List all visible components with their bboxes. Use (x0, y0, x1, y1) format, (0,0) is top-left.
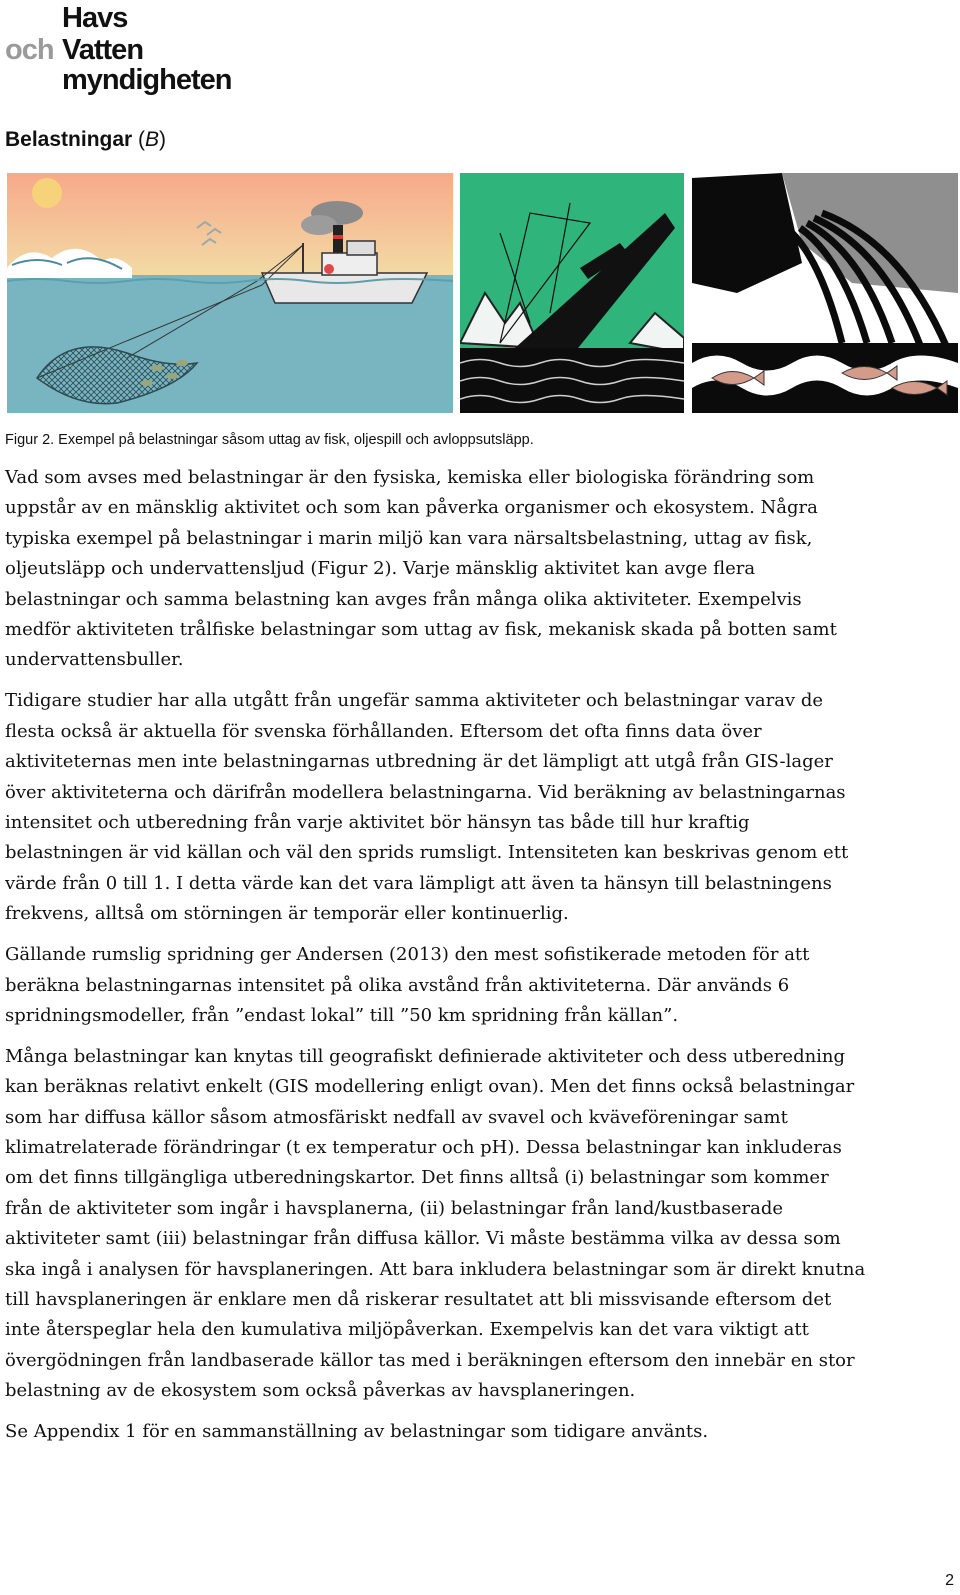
text-line: Tidigare studier har alla utgått från ungefär samma aktiviteter och belastningar varav de (5, 690, 824, 712)
page-number: 2 (945, 1572, 954, 1589)
text-line: belastningen är vid källan och väl den sprids rumsligt. Intensiteten kan beskrivas genom ett (5, 842, 849, 864)
heading-text: Belastningar (5, 128, 133, 151)
text-line: aktiviteternas men inte belastningarnas utbredning är det lämpligt att utgå från GIS-lager (5, 751, 833, 773)
text-line: övergödningen från landbaserade källor tas med i beräkningen eftersom den innebär en stor (5, 1349, 855, 1371)
heading-abbr: B (145, 128, 160, 151)
paragraph (5, 686, 960, 929)
heading-paren: ( (132, 128, 146, 151)
body-text (5, 463, 960, 1458)
text-line: aktiviteter samt (iii) belastningar från diffusa källor. Vi måste bestämma vilka av dessa som (5, 1228, 841, 1250)
text-line: flesta också är aktuella för svenska förhållanden. Eftersom det ofta finns data över (5, 720, 762, 742)
fishing-boat-illustration (7, 173, 453, 413)
section-heading (5, 128, 166, 152)
paragraph (5, 1417, 960, 1447)
paragraph (5, 940, 960, 1031)
paragraph (5, 463, 960, 676)
text-line: inte återspeglar hela den kumulativa miljöpåverkan. Exempelvis kan det vara viktigt att (5, 1319, 809, 1341)
text-line: Gällande rumslig spridning ger Andersen (2013) den mest sofistikerade metoden för att (5, 944, 810, 966)
text-line: Se Appendix 1 för en sammanställning av belastningar som tidigare använts. (5, 1421, 709, 1443)
logo-text: Havs (62, 2, 128, 34)
text-line: medför aktiviteten trålfiske belastningar som uttag av fisk, mekanisk skada på botten samt (5, 619, 837, 641)
text-line: kan beräknas relativt enkelt (GIS modellering enligt ovan). Men det finns också belastningar (5, 1076, 855, 1098)
text-line: belastningar och samma belastning kan avges från många olika aktiviteter. Exempelvis (5, 588, 802, 610)
text-line: uppstår av en mänsklig aktivitet och som kan påverka organismer och ekosystem. Några (5, 497, 818, 519)
paragraph (5, 1042, 960, 1407)
text-line: oljeutsläpp och undervattensljud (Figur 2). Varje mänsklig aktivitet kan avge flera (5, 558, 756, 580)
text-line: om det finns tillgängliga utberedningskartor. Det finns alltså (i) belastningar som kommer (5, 1167, 829, 1189)
text-line: spridningsmodeller, från ”endast lokal” till ”50 km spridning från källan”. (5, 1004, 679, 1026)
text-line: ska ingå i analysen för havsplaneringen. Att bara inkludera belastningar som är direkt knutna (5, 1258, 866, 1280)
sewage-pipe-illustration (692, 173, 958, 413)
text-line: beräkna belastningarnas intensitet på olika avstånd från aktiviteterna. Där används 6 (5, 974, 790, 996)
text-line: över aktiviteterna och därifrån modellera belastningarna. Vid beräkning av belastningarnas (5, 781, 846, 803)
text-line: Vad som avses med belastningar är den fysiska, kemiska eller biologiska förändring som (5, 467, 815, 488)
figure-caption: Figur 2. Exempel på belastningar såsom uttag av fisk, oljespill och avloppsutsläpp. (5, 432, 534, 448)
text-line: värde från 0 till 1. I detta värde kan det vara lämpligt att även ta hänsyn till belastningens (5, 872, 832, 894)
text-line: Många belastningar kan knytas till geografiskt definierade aktiviteter och dess utberedning (5, 1045, 846, 1067)
logo-text: myndigheten (62, 64, 232, 96)
sinking-ship-illustration (460, 173, 684, 413)
text-line: som har diffusa källor såsom atmosfäriskt nedfall av svavel och kväveföreningar samt (5, 1106, 788, 1128)
text-line: till havsplaneringen är enklare men då riskerar resultatet att bli missvisande eftersom det (5, 1289, 832, 1311)
text-line: belastning av de ekosystem som också påverkas av havsplaneringen. (5, 1380, 636, 1402)
text-line: frekvens, alltså om störningen är temporär eller kontinuerlig. (5, 903, 569, 925)
text-line: typiska exempel på belastningar i marin miljö kan vara närsaltsbelastning, uttag av fisk, (5, 527, 813, 549)
logo-text: och (5, 34, 54, 66)
heading-paren: ) (159, 128, 167, 151)
text-line: klimatrelaterade förändringar (t ex temperatur och pH). Dessa belastningar kan inkluderas (5, 1137, 842, 1159)
text-line: från de aktiviteter som ingår i havsplanerna, (ii) belastningar från land/kustbaserade (5, 1197, 784, 1219)
havs-och-vatten-logo (5, 2, 255, 97)
logo-text: Vatten (62, 34, 144, 66)
text-line: undervattensbuller. (5, 649, 184, 671)
text-line: intensitet och utberedning från varje aktivitet bör hänsyn tas både till hur kraftig (5, 811, 750, 833)
